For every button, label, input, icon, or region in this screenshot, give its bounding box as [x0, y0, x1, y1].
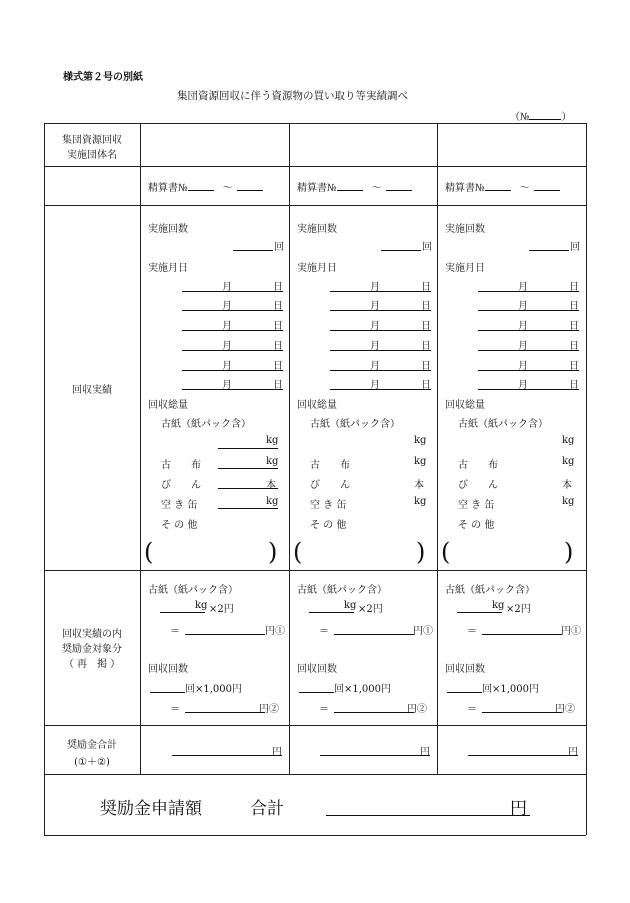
- subsidy-amount1-input-1[interactable]: [185, 634, 265, 635]
- paper-unit-2: kg: [414, 435, 427, 446]
- other-input-open-2[interactable]: (: [293, 538, 303, 566]
- subsidy-paper-input-2[interactable]: [309, 612, 354, 613]
- other-input-open-3[interactable]: (: [441, 538, 451, 566]
- subsidy-total-input-2[interactable]: [320, 755, 430, 756]
- statement-no-field-2[interactable]: 精算書№ ～: [297, 179, 412, 194]
- subsidy-amount2-input-3[interactable]: [482, 712, 562, 713]
- paper-input-1[interactable]: [218, 448, 278, 449]
- sum-label: 合計: [250, 799, 284, 819]
- form-no-label: （№: [510, 112, 530, 123]
- apply-amount-input[interactable]: [326, 815, 530, 816]
- statement-no-field-1[interactable]: 精算書№ ～: [148, 179, 263, 194]
- form-no-field[interactable]: [510, 108, 571, 123]
- count-input-2[interactable]: [381, 250, 421, 251]
- count-label-1: 実施回数: [148, 224, 188, 235]
- yen-unit: 円: [510, 799, 527, 819]
- subsidy-amount1-input-3[interactable]: [482, 634, 562, 635]
- other-input-close-2: ): [416, 538, 426, 566]
- group-name-input-2[interactable]: [289, 123, 437, 166]
- subsidy-paper-input-1[interactable]: [160, 612, 205, 613]
- results-label: 回収実績: [72, 385, 112, 396]
- count-input-1[interactable]: [233, 250, 273, 251]
- date-label-3: 実施月日: [445, 263, 485, 274]
- group-name-input-3[interactable]: [437, 123, 586, 166]
- statement-no-field-3[interactable]: 精算書№ ～: [445, 179, 560, 194]
- subsidy-paper-input-3[interactable]: [457, 612, 502, 613]
- paper-unit-3: kg: [562, 435, 575, 446]
- count-input-3[interactable]: [529, 250, 569, 251]
- subsidy-amount2-input-2[interactable]: [334, 712, 414, 713]
- date-label-1: 実施月日: [148, 263, 188, 274]
- subsidy-amount2-input-1[interactable]: [185, 712, 265, 713]
- cloth-input-1[interactable]: [218, 468, 278, 469]
- subsidy-total-label: 奨励金合計 (①＋②): [67, 740, 117, 768]
- subsidy-count-input-2[interactable]: [299, 692, 334, 693]
- subsidy-total-input-1[interactable]: [172, 755, 282, 756]
- other-input-close-1: ): [268, 538, 278, 566]
- page-title: 集団資源回収に伴う資源物の買い取り等実績調べ: [177, 90, 408, 102]
- count-label-3: 実施回数: [445, 224, 485, 235]
- subsidy-count-input-3[interactable]: [447, 692, 482, 693]
- count-label-2: 実施回数: [297, 224, 337, 235]
- subsidy-target-label: 回収実績の内 奨励金対象分 （ 再 掲 ）: [62, 629, 122, 670]
- other-input-open-1[interactable]: (: [144, 538, 154, 566]
- subsidy-total-input-3[interactable]: [468, 755, 578, 756]
- group-name-input-1[interactable]: [140, 123, 289, 166]
- apply-amount-label: 奨励金申請額: [100, 799, 202, 819]
- form-no-close: ）: [561, 112, 572, 123]
- form-number-label: 様式第２号の別紙: [63, 72, 143, 83]
- subsidy-amount1-input-2[interactable]: [334, 634, 414, 635]
- date-label-2: 実施月日: [297, 263, 337, 274]
- other-input-close-3: ): [564, 538, 574, 566]
- group-name-label: 集団資源回収 実施団体名: [62, 135, 122, 161]
- can-input-1[interactable]: [218, 508, 278, 509]
- subsidy-count-input-1[interactable]: [150, 692, 185, 693]
